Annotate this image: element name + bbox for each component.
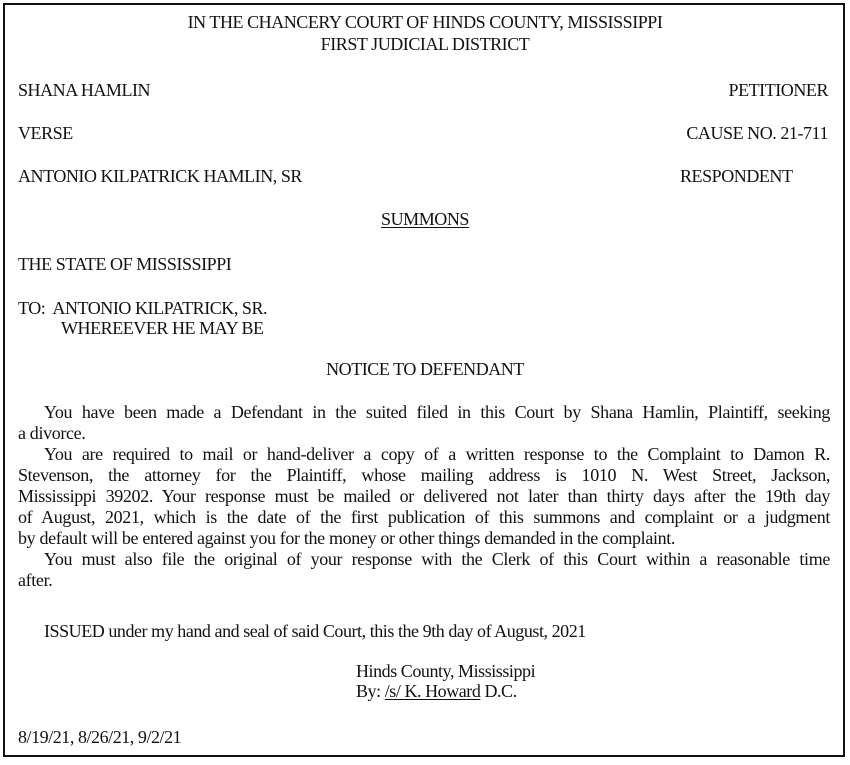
verse-label: VERSE	[18, 123, 73, 143]
by-label: By:	[356, 681, 381, 701]
paragraph-line: You are required to mail or hand-deliver a copy of a written response to the Complaint to Damon R.	[44, 444, 830, 464]
paragraph-line: Stevenson, the attorney for the Plaintiff, whose mailing address is 1010 N. West Street, Jackson,	[18, 465, 830, 485]
paragraph-line: You must also file the original of your response with the Clerk of this Court within a reasonable time	[44, 549, 830, 569]
document-title: SUMMONS	[381, 209, 469, 229]
respondent-label: RESPONDENT	[680, 166, 793, 186]
signer-title: D.C.	[484, 681, 517, 701]
petitioner-name: SHANA HAMLIN	[18, 80, 151, 100]
paragraph-line: Mississippi 39202. Your response must be mailed or delivered not later than thirty days after the 19th day	[18, 486, 830, 506]
notice-heading: NOTICE TO DEFENDANT	[326, 359, 524, 379]
notice-body	[18, 402, 830, 591]
petitioner-label: PETITIONER	[728, 80, 828, 100]
paragraph-line: You have been made a Defendant in the suited filed in this Court by Shana Hamlin, Plaintiff, seeking	[44, 402, 830, 422]
paragraph-line: a divorce.	[18, 423, 86, 443]
paragraph-line: by default will be entered against you for the money or other things demanded in the complaint.	[18, 528, 676, 548]
paragraph-line: of August, 2021, which is the date of the first publication of this summons and complaint or a judgment	[18, 507, 830, 527]
court-name: IN THE CHANCERY COURT OF HINDS COUNTY, MISSISSIPPI	[187, 12, 663, 32]
publication-dates: 8/19/21, 8/26/21, 9/2/21	[18, 727, 182, 747]
issued-statement: ISSUED under my hand and seal of said Court, this the 9th day of August, 2021	[44, 621, 586, 641]
cause-number: CAUSE NO. 21-711	[686, 123, 828, 143]
addressee: TO: ANTONIO KILPATRICK, SR.	[18, 298, 268, 318]
addressee-location: WHEREEVER HE MAY BE	[61, 318, 264, 338]
court-district: FIRST JUDICIAL DISTRICT	[320, 34, 530, 54]
paragraph-line: after.	[18, 570, 53, 590]
state-heading: THE STATE OF MISSISSIPPI	[18, 254, 232, 274]
signer-name: /s/ K. Howard	[384, 681, 481, 701]
respondent-name: ANTONIO KILPATRICK HAMLIN, SR	[18, 166, 302, 186]
signature-line	[356, 681, 517, 701]
signature-county: Hinds County, Mississippi	[356, 661, 536, 681]
document-border	[3, 3, 845, 757]
